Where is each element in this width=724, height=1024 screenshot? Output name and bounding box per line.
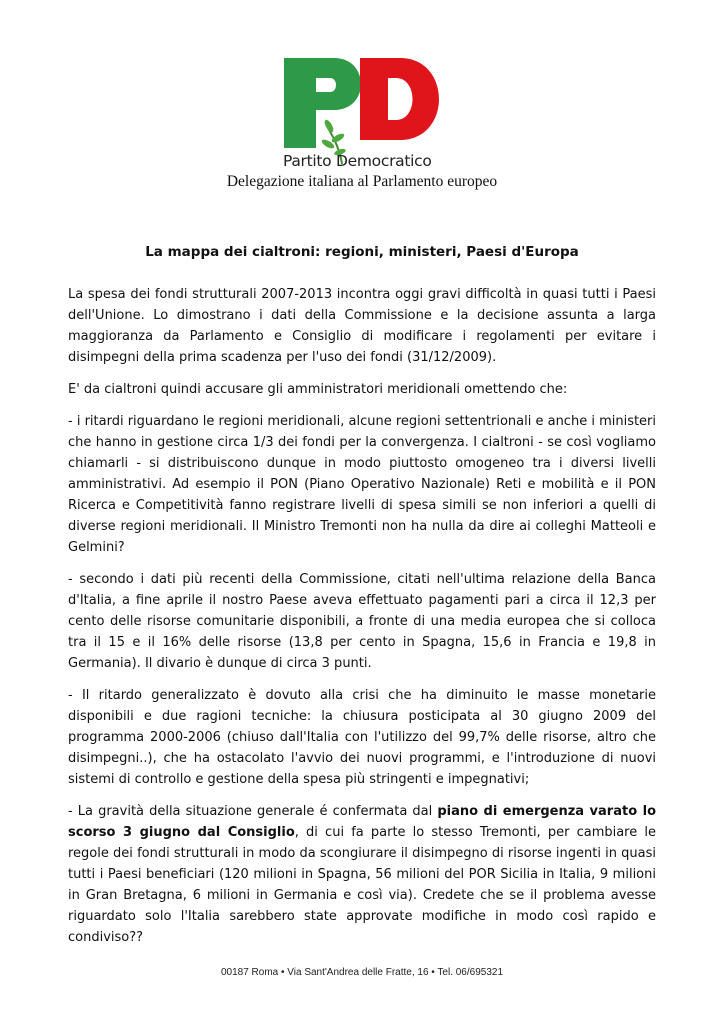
bold-text-segment: piano di emergenza varato lo scorso 3 giugno dal Consiglio: [68, 804, 656, 840]
logo-letter-d-shape: [360, 58, 439, 140]
text-segment: , di cui fa parte lo stesso Tremonti, per cambiare le regole dei fondi strutturali in modo da scongiurare il disimpegno di risorse ingenti in quasi tutti i Paesi beneficiari (120 milioni in Spagna, 56 milioni del POR Sicilia in Italia, 9 milioni in Gran Bretagna, 6 milioni in Germania e così via). Credete che se il problema avesse riguardato solo l'Italia sarebbero state approvate modifiche in modo così rapido e condiviso??: [68, 825, 656, 945]
document-body: [68, 284, 656, 959]
text-segment: E' da cialtroni quindi accusare gli amministratori meridionali omettendo che:: [68, 382, 568, 397]
body-paragraph: [68, 569, 656, 674]
delegation-subtitle: Delegazione italiana al Parlamento europeo: [226, 173, 498, 190]
text-segment: - secondo i dati più recenti della Commissione, citati nell'ultima relazione della Banca d'Italia, a fine aprile il nostro Paese aveva effettuato pagamenti pari a circa il 12,3 per cento delle risorse comunitarie disponibili, a fronte di una media europea che si colloca tra il 15 e il 16% delle risorse (13,8 per cento in Spagna, 15,6 in Francia e 19,8 in Germania). Il divario è dunque di circa 3 punti.: [68, 572, 656, 671]
footer-address: 00187 Roma • Via Sant'Andrea delle Fratte, 16 • Tel. 06/695321: [220, 967, 504, 978]
body-paragraph: [68, 284, 656, 368]
text-segment: - La gravità della situazione generale é confermata dal: [68, 804, 438, 819]
party-name: Partito Democratico: [283, 152, 432, 170]
document-title: La mappa dei cialtroni: regioni, ministeri, Paesi d'Europa: [145, 244, 579, 260]
body-paragraph: [68, 801, 656, 948]
body-paragraph: [68, 685, 656, 790]
text-segment: La spesa dei fondi strutturali 2007-2013 incontra oggi gravi difficoltà in quasi tutti i Paesi dell'Unione. Lo dimostrano i dati della Commissione e la decisione assunta a larga maggioranza da Parlamento e Consiglio di modificare i regolamenti per evitare i disimpegni della prima scadenza per l'uso dei fondi (31/12/2009).: [68, 287, 656, 365]
text-segment: - i ritardi riguardano le regioni meridionali, alcune regioni settentrionali e anche i ministeri che hanno in gestione circa 1/3 dei fondi per la convergenza. I cialtroni - se così vogliamo chiamarli - si distribuiscono dunque in modo piuttosto omogeneo tra i diversi livelli amministrativi. Ad esempio il PON (Piano Operativo Nazionale) Reti e mobilità e il PON Ricerca e Competitività fanno registrare livelli di spesa simili se non inferiori a quelli di diverse regioni meridionali. Il Ministro Tremonti non ha nulla da dire ai colleghi Matteoli e Gelmini?: [68, 414, 657, 555]
logo-letter-p-shape: [284, 58, 361, 148]
body-paragraph: [68, 411, 656, 558]
body-paragraph: [68, 379, 656, 400]
text-segment: - Il ritardo generalizzato è dovuto alla crisi che ha diminuito le masse monetarie disponibili e due ragioni tecniche: la chiusura posticipata al 30 giugno 2009 del programma 2000-2006 (chiuso dall'Italia con l'utilizzo del 99,7% delle risorse, altro che disimpegni..), che ha ostacolato l'avvio dei nuovi programmi, e l'introduzione di nuovi sistemi di controllo e gestione della spesa più stringenti e impegnativi;: [68, 688, 656, 787]
